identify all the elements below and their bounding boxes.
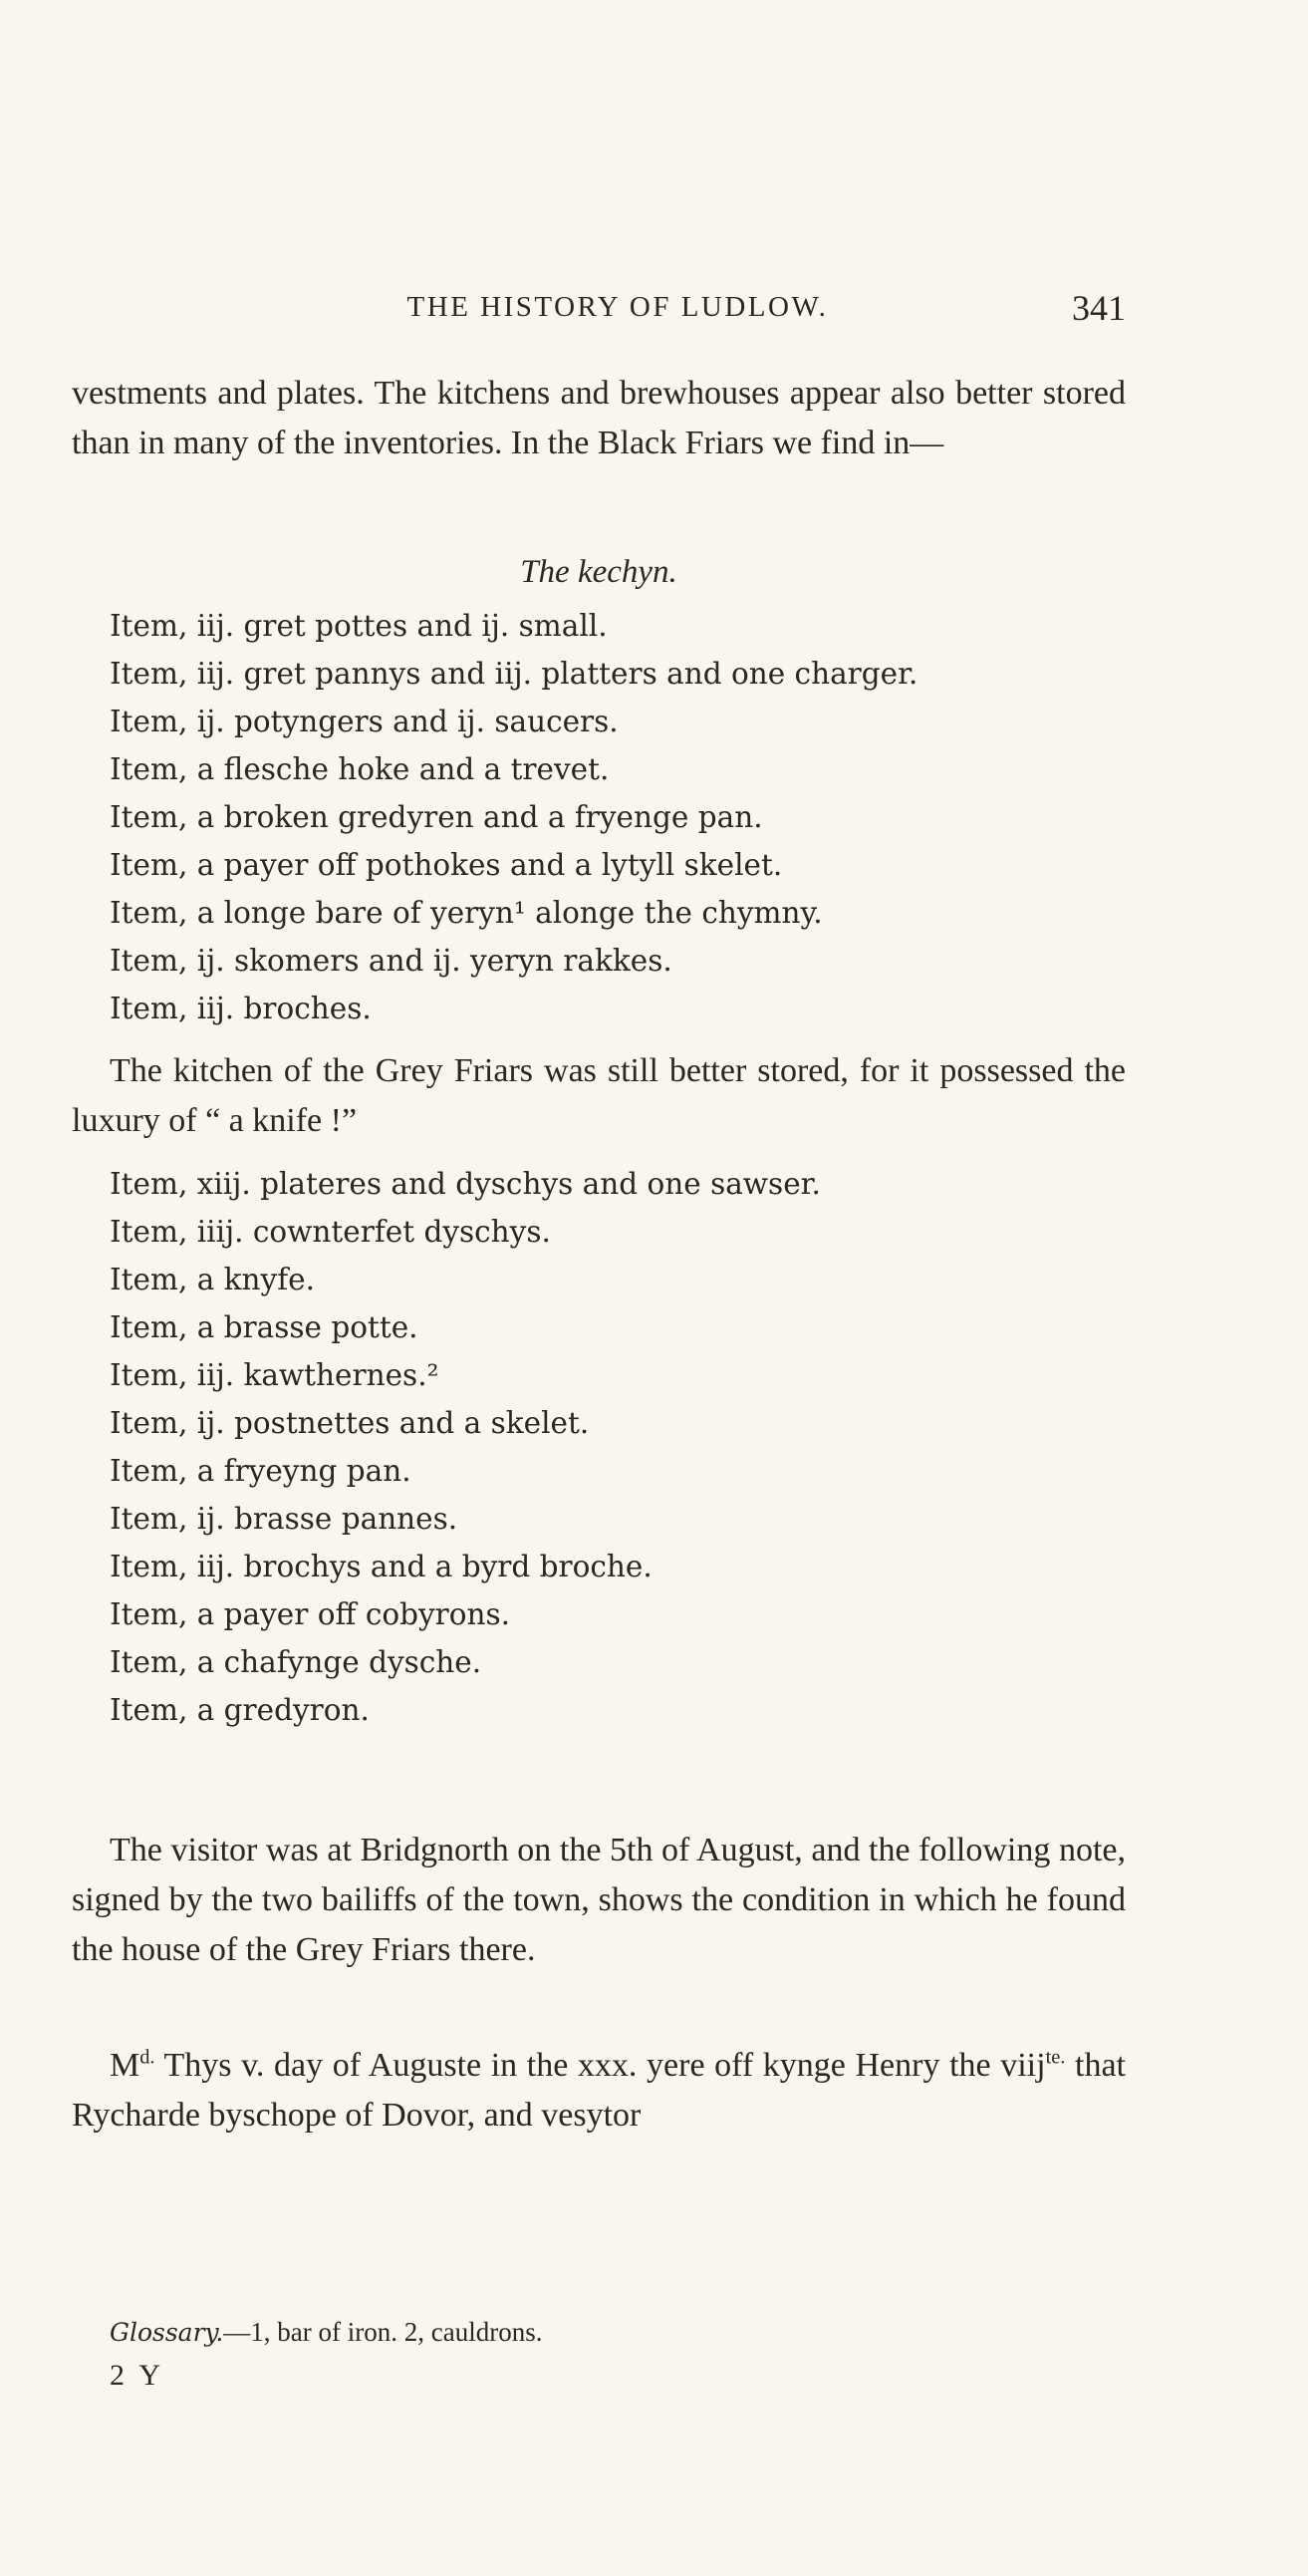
memorandum-prefix-sup: d. xyxy=(139,2046,155,2069)
inventory-item: Item, a brasse potte. xyxy=(110,1310,418,1344)
memorandum-prefix: M xyxy=(110,2047,140,2084)
inventory-item: Item, iij. kawthernes.² xyxy=(110,1358,439,1392)
inventory-item: Item, ij. postnettes and a skelet. xyxy=(110,1406,590,1440)
inventory-item: Item, a knyfe. xyxy=(110,1263,315,1296)
inventory-item: Item, a payer off cobyrons. xyxy=(110,1597,511,1631)
signature-mark: 2 Y xyxy=(110,2359,165,2392)
inventory-item: Item, a fryeyng pan. xyxy=(110,1454,411,1488)
inventory-item: Item, a gredyron. xyxy=(110,1693,370,1727)
inventory-item: Item, xiij. plateres and dyschys and one sawser. xyxy=(110,1167,821,1201)
inventory-item: Item, iij. brochys and a byrd broche. xyxy=(110,1550,653,1583)
grey-friars-paragraph: The kitchen of the Grey Friars was still better stored, for it possessed the luxury of “ a knife !” xyxy=(72,1052,1126,1139)
intro-paragraph: vestments and plates. The kitchens and brewhouses appear also better stored than in many of the inventories. In the Black Friars we find in— xyxy=(72,375,1126,461)
inventory-item: Item, iij. gret pannys and iij. platters and one charger. xyxy=(110,657,918,691)
kechyn-inventory-list xyxy=(110,602,1106,1032)
inventory-item: Item, iij. broches. xyxy=(110,992,372,1025)
inventory-item: Item, ij. brasse pannes. xyxy=(110,1502,458,1536)
memorandum-paragraph xyxy=(72,2041,1126,2141)
inventory-item: Item, ij. skomers and ij. yeryn rakkes. xyxy=(110,944,672,978)
inventory-item: Item, a broken gredyren and a fryenge pan. xyxy=(110,800,763,834)
inventory-item: Item, a longe bare of yeryn¹ alonge the chymny. xyxy=(110,896,823,930)
footnote xyxy=(110,2317,542,2348)
inventory-item: Item, iiij. cownterfet dyschys. xyxy=(110,1215,551,1249)
page-number: 341 xyxy=(1072,288,1126,328)
inventory-item: Item, a flesche hoke and a trevet. xyxy=(110,752,610,786)
inventory-item: Item, a payer off pothokes and a lytyll skelet. xyxy=(110,848,783,882)
memorandum-sup: te. xyxy=(1045,2046,1066,2069)
header-title: THE HISTORY OF LUDLOW. xyxy=(406,291,829,323)
footnote-label: Glossary. xyxy=(110,2318,224,2347)
grey-friars-inventory-list xyxy=(110,1160,1106,1734)
kechyn-heading: The kechyn. xyxy=(520,554,677,590)
visitor-paragraph: The visitor was at Bridgnorth on the 5th of August, and the following note, signed by the two bailiffs of the town, shows the condition in which he found the house of the Grey Friars there. xyxy=(72,1832,1126,1968)
inventory-item: Item, ij. potyngers and ij. saucers. xyxy=(110,705,619,738)
footnote-text: —1, bar of iron. 2, cauldrons. xyxy=(223,2317,543,2347)
memorandum-text-2: that Rycharde byschope of Dovor, and vesytor xyxy=(72,2047,1127,2134)
inventory-item: Item, a chafynge dysche. xyxy=(110,1645,482,1679)
running-header xyxy=(110,287,1126,327)
inventory-item: Item, iij. gret pottes and ij. small. xyxy=(110,609,608,643)
memorandum-text-1: Thys v. day of Auguste in the xxx. yere off kynge Henry the viij xyxy=(154,2047,1046,2084)
